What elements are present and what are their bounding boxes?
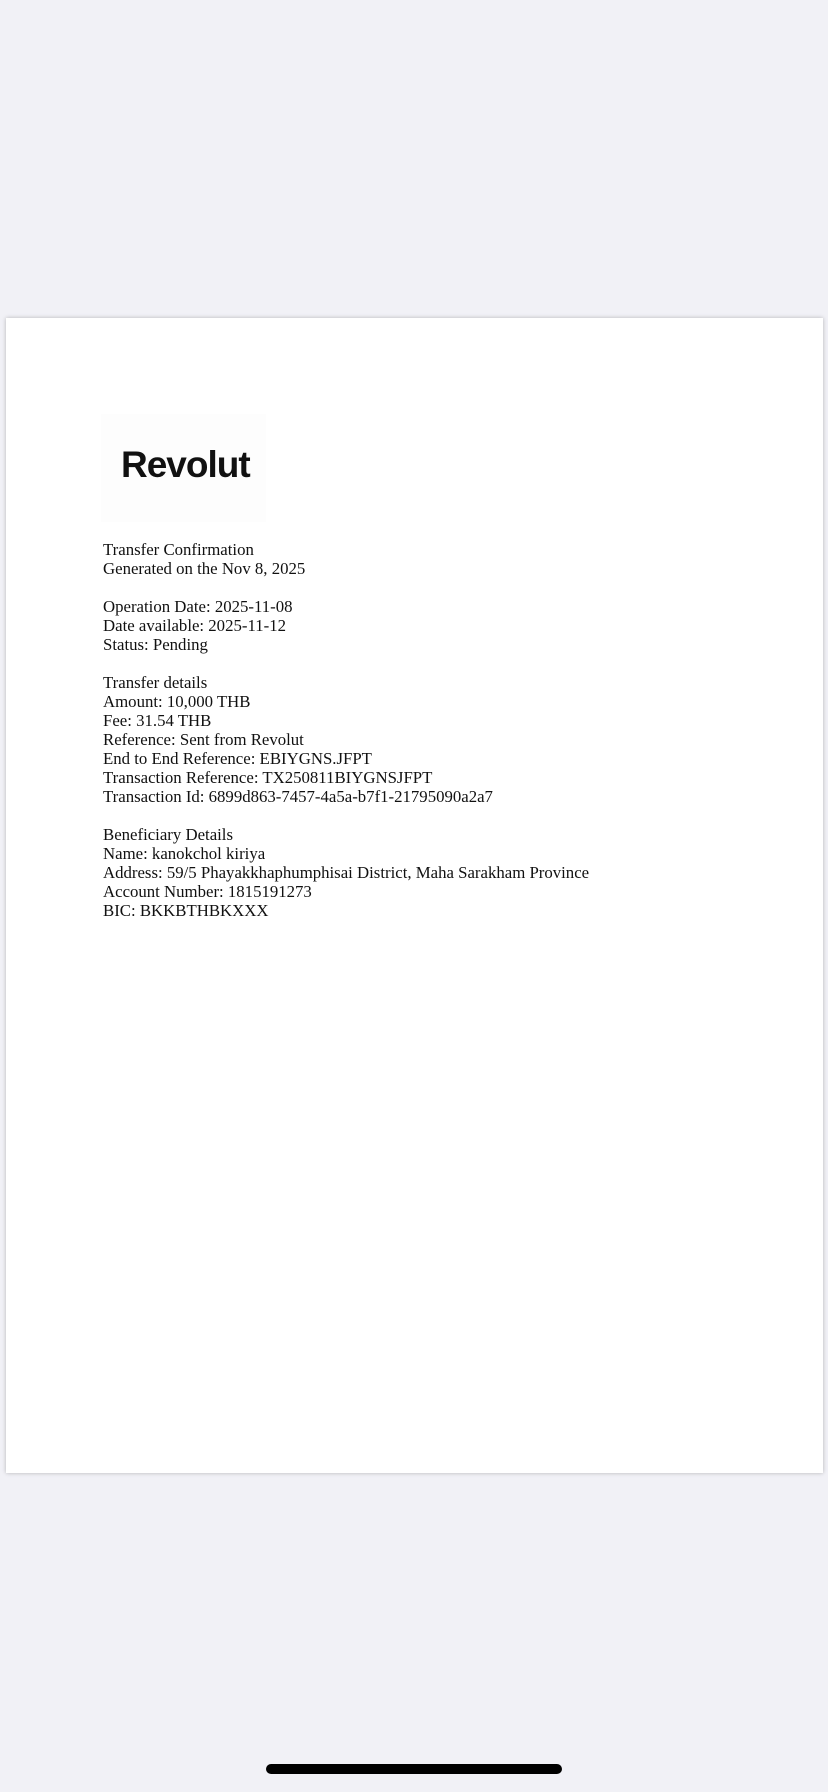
status: Status: Pending [103, 635, 208, 654]
bic: BIC: BKKBTHBKXXX [103, 901, 269, 920]
document-title: Transfer Confirmation [103, 540, 254, 559]
document-body [103, 540, 589, 920]
beneficiary-name: Name: kanokchol kiriya [103, 844, 266, 863]
revolut-logo [101, 414, 266, 522]
transfer-details-heading: Transfer details [103, 673, 208, 692]
fee: Fee: 31.54 THB [103, 711, 212, 730]
transaction-id: Transaction Id: 6899d863-7457-4a5a-b7f1-21795090a2a7 [103, 787, 493, 806]
document-page [6, 318, 823, 1473]
date-available: Date available: 2025-11-12 [103, 616, 286, 635]
generated-date: Generated on the Nov 8, 2025 [103, 559, 306, 578]
end-to-end-reference: End to End Reference: EBIYGNS.JFPT [103, 749, 372, 768]
account-number: Account Number: 1815191273 [103, 882, 312, 901]
home-indicator[interactable] [266, 1764, 562, 1774]
beneficiary-heading: Beneficiary Details [103, 825, 233, 844]
beneficiary-address: Address: 59/5 Phayakkhaphumphisai District, Maha Sarakham Province [103, 863, 590, 882]
reference: Reference: Sent from Revolut [103, 730, 304, 749]
logo-text: Revolut [121, 444, 250, 485]
operation-date: Operation Date: 2025-11-08 [103, 597, 293, 616]
amount: Amount: 10,000 THB [103, 692, 251, 711]
transaction-reference: Transaction Reference: TX250811BIYGNSJFPT [103, 768, 433, 787]
